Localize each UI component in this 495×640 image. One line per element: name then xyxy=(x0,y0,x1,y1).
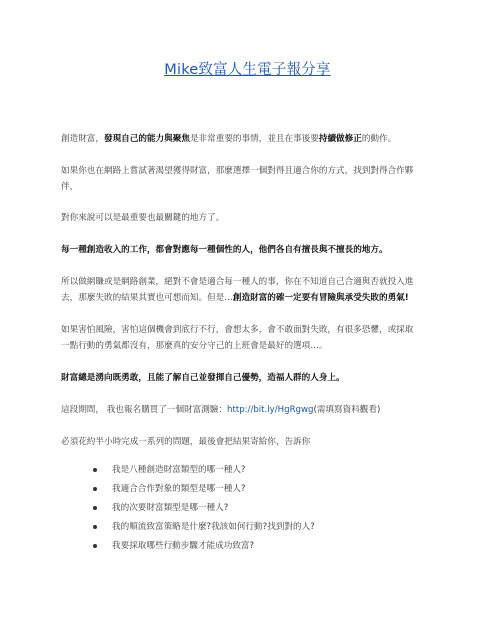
list-item-text: 我適合合作對象的類型是哪一種人? xyxy=(112,484,246,494)
key-place-line: 對你來說可以是最重要也最關鍵的地方了。 xyxy=(61,213,225,223)
paragraph-courage xyxy=(61,274,441,306)
courage-text: 去，那麼失敗的結果其實也可想而知。但是… xyxy=(61,293,233,303)
personality-bold-line: 每一種創造收入的工作，都會對應每一種個性的人，他們各自有擅長與不擅長的地方。 xyxy=(61,245,388,255)
document-title[interactable]: Mike致富人生電子報分享 xyxy=(164,62,331,78)
list-item xyxy=(61,518,441,537)
intro-bold-focus: 發現自己的能力與聚焦 xyxy=(103,134,190,144)
intro-text-c: 是非常重要的事情，並且在事後要 xyxy=(189,134,319,144)
list-item xyxy=(61,537,441,556)
bullet-icon xyxy=(93,525,97,529)
list-item xyxy=(61,461,441,480)
intro-text-e: 的動作。 xyxy=(361,134,397,144)
intro-line xyxy=(61,131,441,147)
courage-line-1: 所以做網賺或是網路創業，絕對不會是適合每一種人的事，你在不知道自己合適與否就投入進 xyxy=(61,277,414,287)
paragraph-fear xyxy=(61,322,441,354)
list-item xyxy=(61,480,441,499)
list-item-text: 我的順流致富策略是什麼?我該如何行動?找到對的人? xyxy=(112,522,315,532)
wealth-flow-bold-line: 財富總是湧向既勇敢，且能了解自己並發揮自己優勢，造福人群的人身上。 xyxy=(61,373,345,383)
partner-line-1: 如果你也在網路上嘗試著渴望獲得財富，那麼選擇一個對得且適合你的方式，找到對得合作夥 xyxy=(61,166,414,176)
paragraph-partner xyxy=(61,163,441,195)
list-item-text: 我是八種創造財富類型的哪一種人? xyxy=(112,465,246,475)
fear-line-2: 一點行動的勇氣都沒有，那麼真的安分守己的上班會是最好的選項…。 xyxy=(61,341,328,351)
paragraph-intro xyxy=(61,131,441,147)
list-item xyxy=(61,499,441,518)
paragraph-key-place xyxy=(61,210,441,226)
list-item-text: 我的次要財富類型是哪一種人? xyxy=(112,503,229,513)
paragraph-quiz xyxy=(61,402,441,418)
intro-bold-correction: 持續做修正 xyxy=(318,134,362,144)
fear-line-1: 如果害怕風險，害怕這個機會到底行不行，會想太多，會不敢面對失敗，有很多恐懼，或採取 xyxy=(61,325,414,335)
partner-line-2: 伴， xyxy=(61,182,79,192)
list-item-text: 我要採取哪些行動步驟才能成功致富? xyxy=(112,541,255,551)
questions-list xyxy=(61,461,441,556)
paragraph-instructions xyxy=(61,434,441,450)
paragraph-wealth-flow xyxy=(61,370,441,386)
instructions-line: 必須花約半小時完成一系列的問題，最後會把結果寄給你，告訴你 xyxy=(61,437,311,447)
paragraph-personality xyxy=(61,242,441,258)
bullet-icon xyxy=(93,487,97,491)
courage-line-2 xyxy=(61,290,441,306)
quiz-text-before: 這段期間， 我也報名購買了一個財富測驗： xyxy=(61,405,228,415)
quiz-text-after: (需填寫資料觀看) xyxy=(313,405,381,415)
bullet-icon xyxy=(93,506,97,510)
quiz-link[interactable]: http://bit.ly/HgRgwg xyxy=(227,405,314,415)
intro-text-a: 創造財富， xyxy=(61,134,104,144)
quiz-line xyxy=(61,402,441,418)
bullet-icon xyxy=(93,468,97,472)
bullet-icon xyxy=(93,544,97,548)
courage-bold-text: 創造財富的確一定要有冒險與承受失敗的勇氣! xyxy=(232,293,409,303)
